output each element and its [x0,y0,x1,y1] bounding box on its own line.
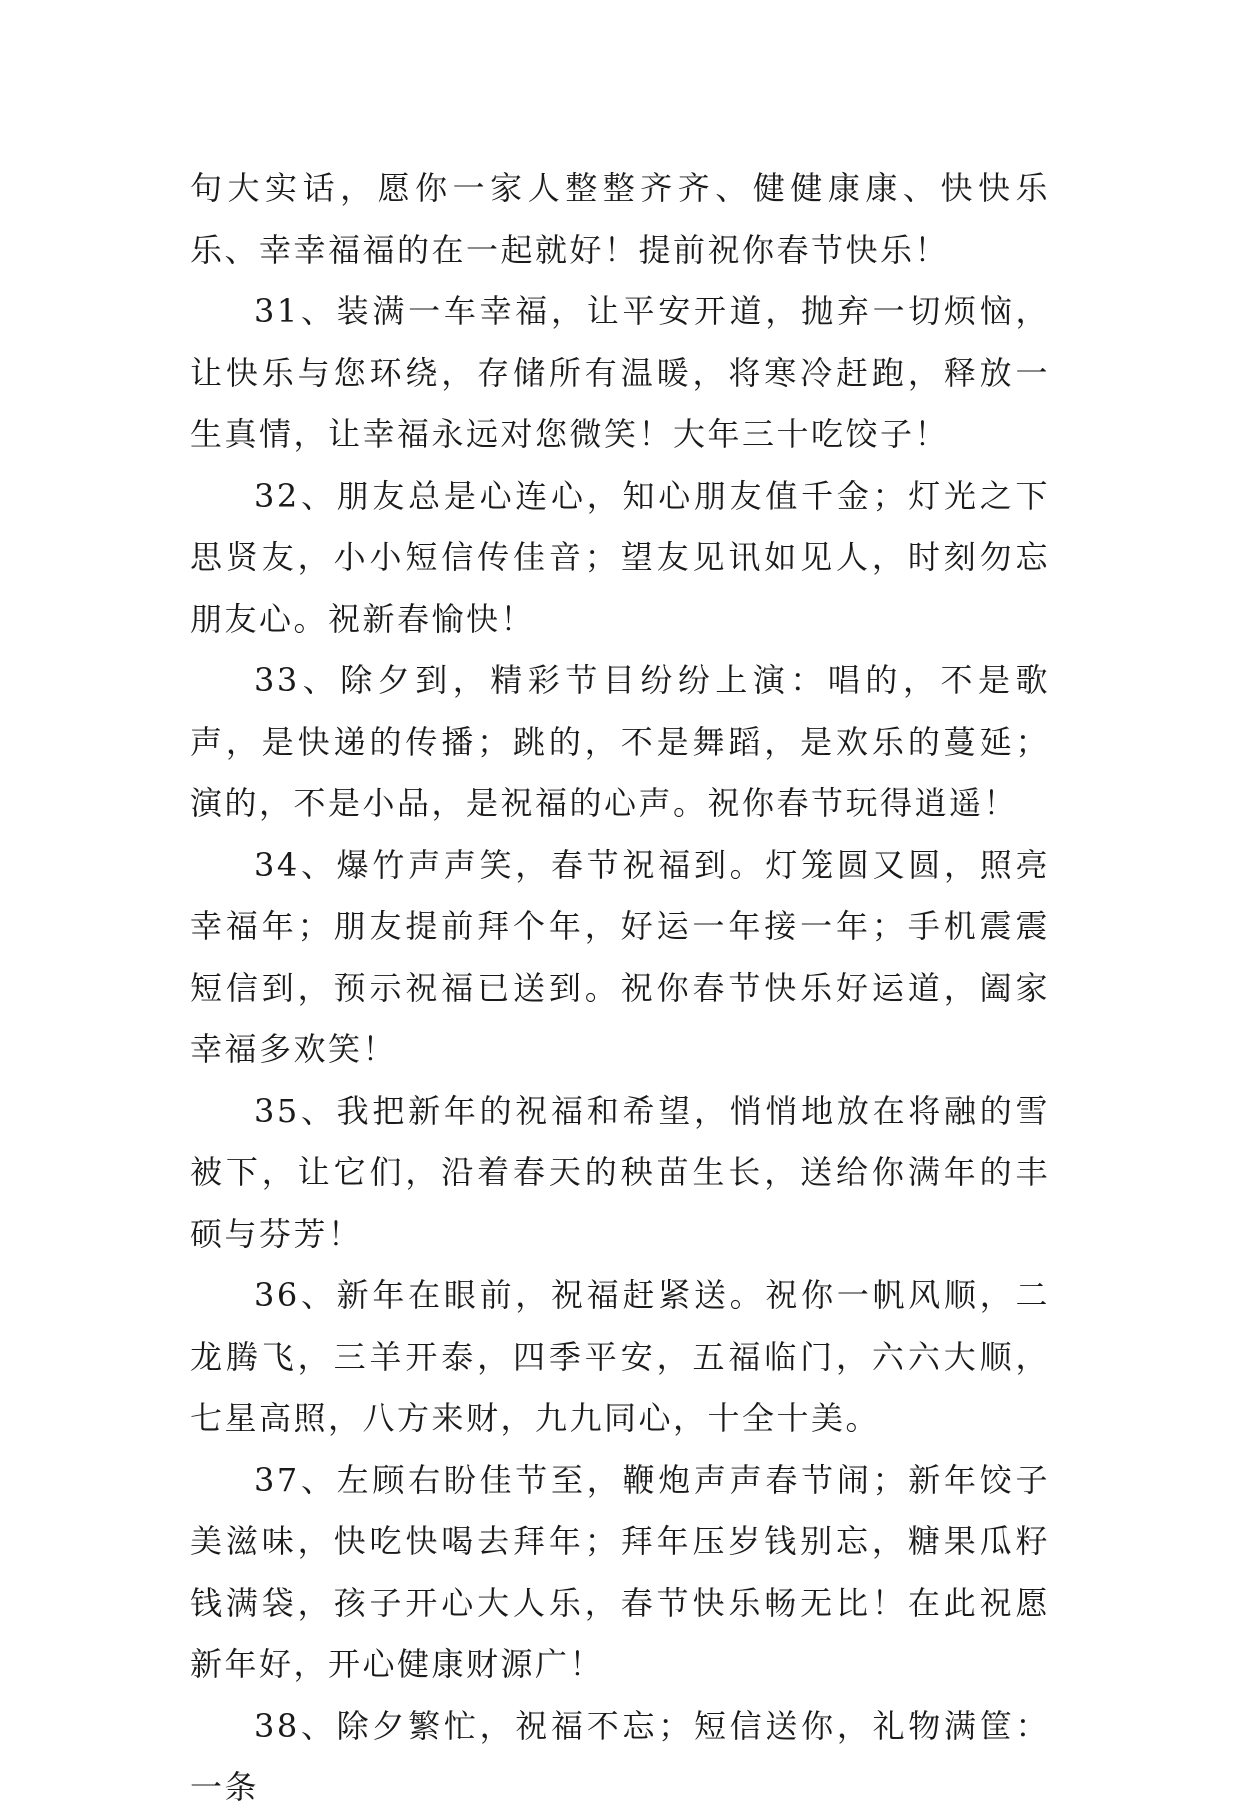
paragraph: 句大实话，愿你一家人整整齐齐、健健康康、快快乐乐、幸幸福福的在一起就好！提前祝你春节快乐！ [190,169,1050,269]
paragraph: 35、我把新年的祝福和希望，悄悄地放在将融的雪被下，让它们，沿着春天的秧苗生长，送给你满年的丰硕与芬芳！ [190,1091,1050,1253]
paragraph: 31、装满一车幸福，让平安开道，抛弃一切烦恼，让快乐与您环绕，存储所有温暖，将寒冷赶跑，释放一生真情，让幸福永远对您微笑！大年三十吃饺子！ [190,292,1050,453]
paragraph: 32、朋友总是心连心，知心朋友值千金；灯光之下思贤友，小小短信传佳音；望友见讯如见人，时刻勿忘朋友心。祝新春愉快！ [190,476,1050,638]
paragraph: 37、左顾右盼佳节至，鞭炮声声春节闹；新年饺子美滋味，快吃快喝去拜年；拜年压岁钱别忘，糖果瓜籽钱满袋，孩子开心大人乐，春节快乐畅无比！在此祝愿新年好，开心健康财源广！ [190,1460,1050,1683]
paragraph: 34、爆竹声声笑，春节祝福到。灯笼圆又圆，照亮幸福年；朋友提前拜个年，好运一年接一年；手机震震短信到，预示祝福已送到。祝你春节快乐好运道，阖家幸福多欢笑！ [190,845,1050,1068]
paragraph: 38、除夕繁忙，祝福不忘；短信送你，礼物满筐：一条 [190,1706,1050,1806]
paragraph: 33、除夕到，精彩节目纷纷上演：唱的，不是歌声，是快递的传播；跳的，不是舞蹈，是欢乐的蔓延；演的，不是小品，是祝福的心声。祝你春节玩得逍遥！ [190,661,1050,822]
document-body [190,158,1050,1819]
paragraph: 36、新年在眼前，祝福赶紧送。祝你一帆风顺，二龙腾飞，三羊开泰，四季平安，五福临门，六六大顺，七星高照，八方来财，九九同心，十全十美。 [190,1276,1050,1437]
